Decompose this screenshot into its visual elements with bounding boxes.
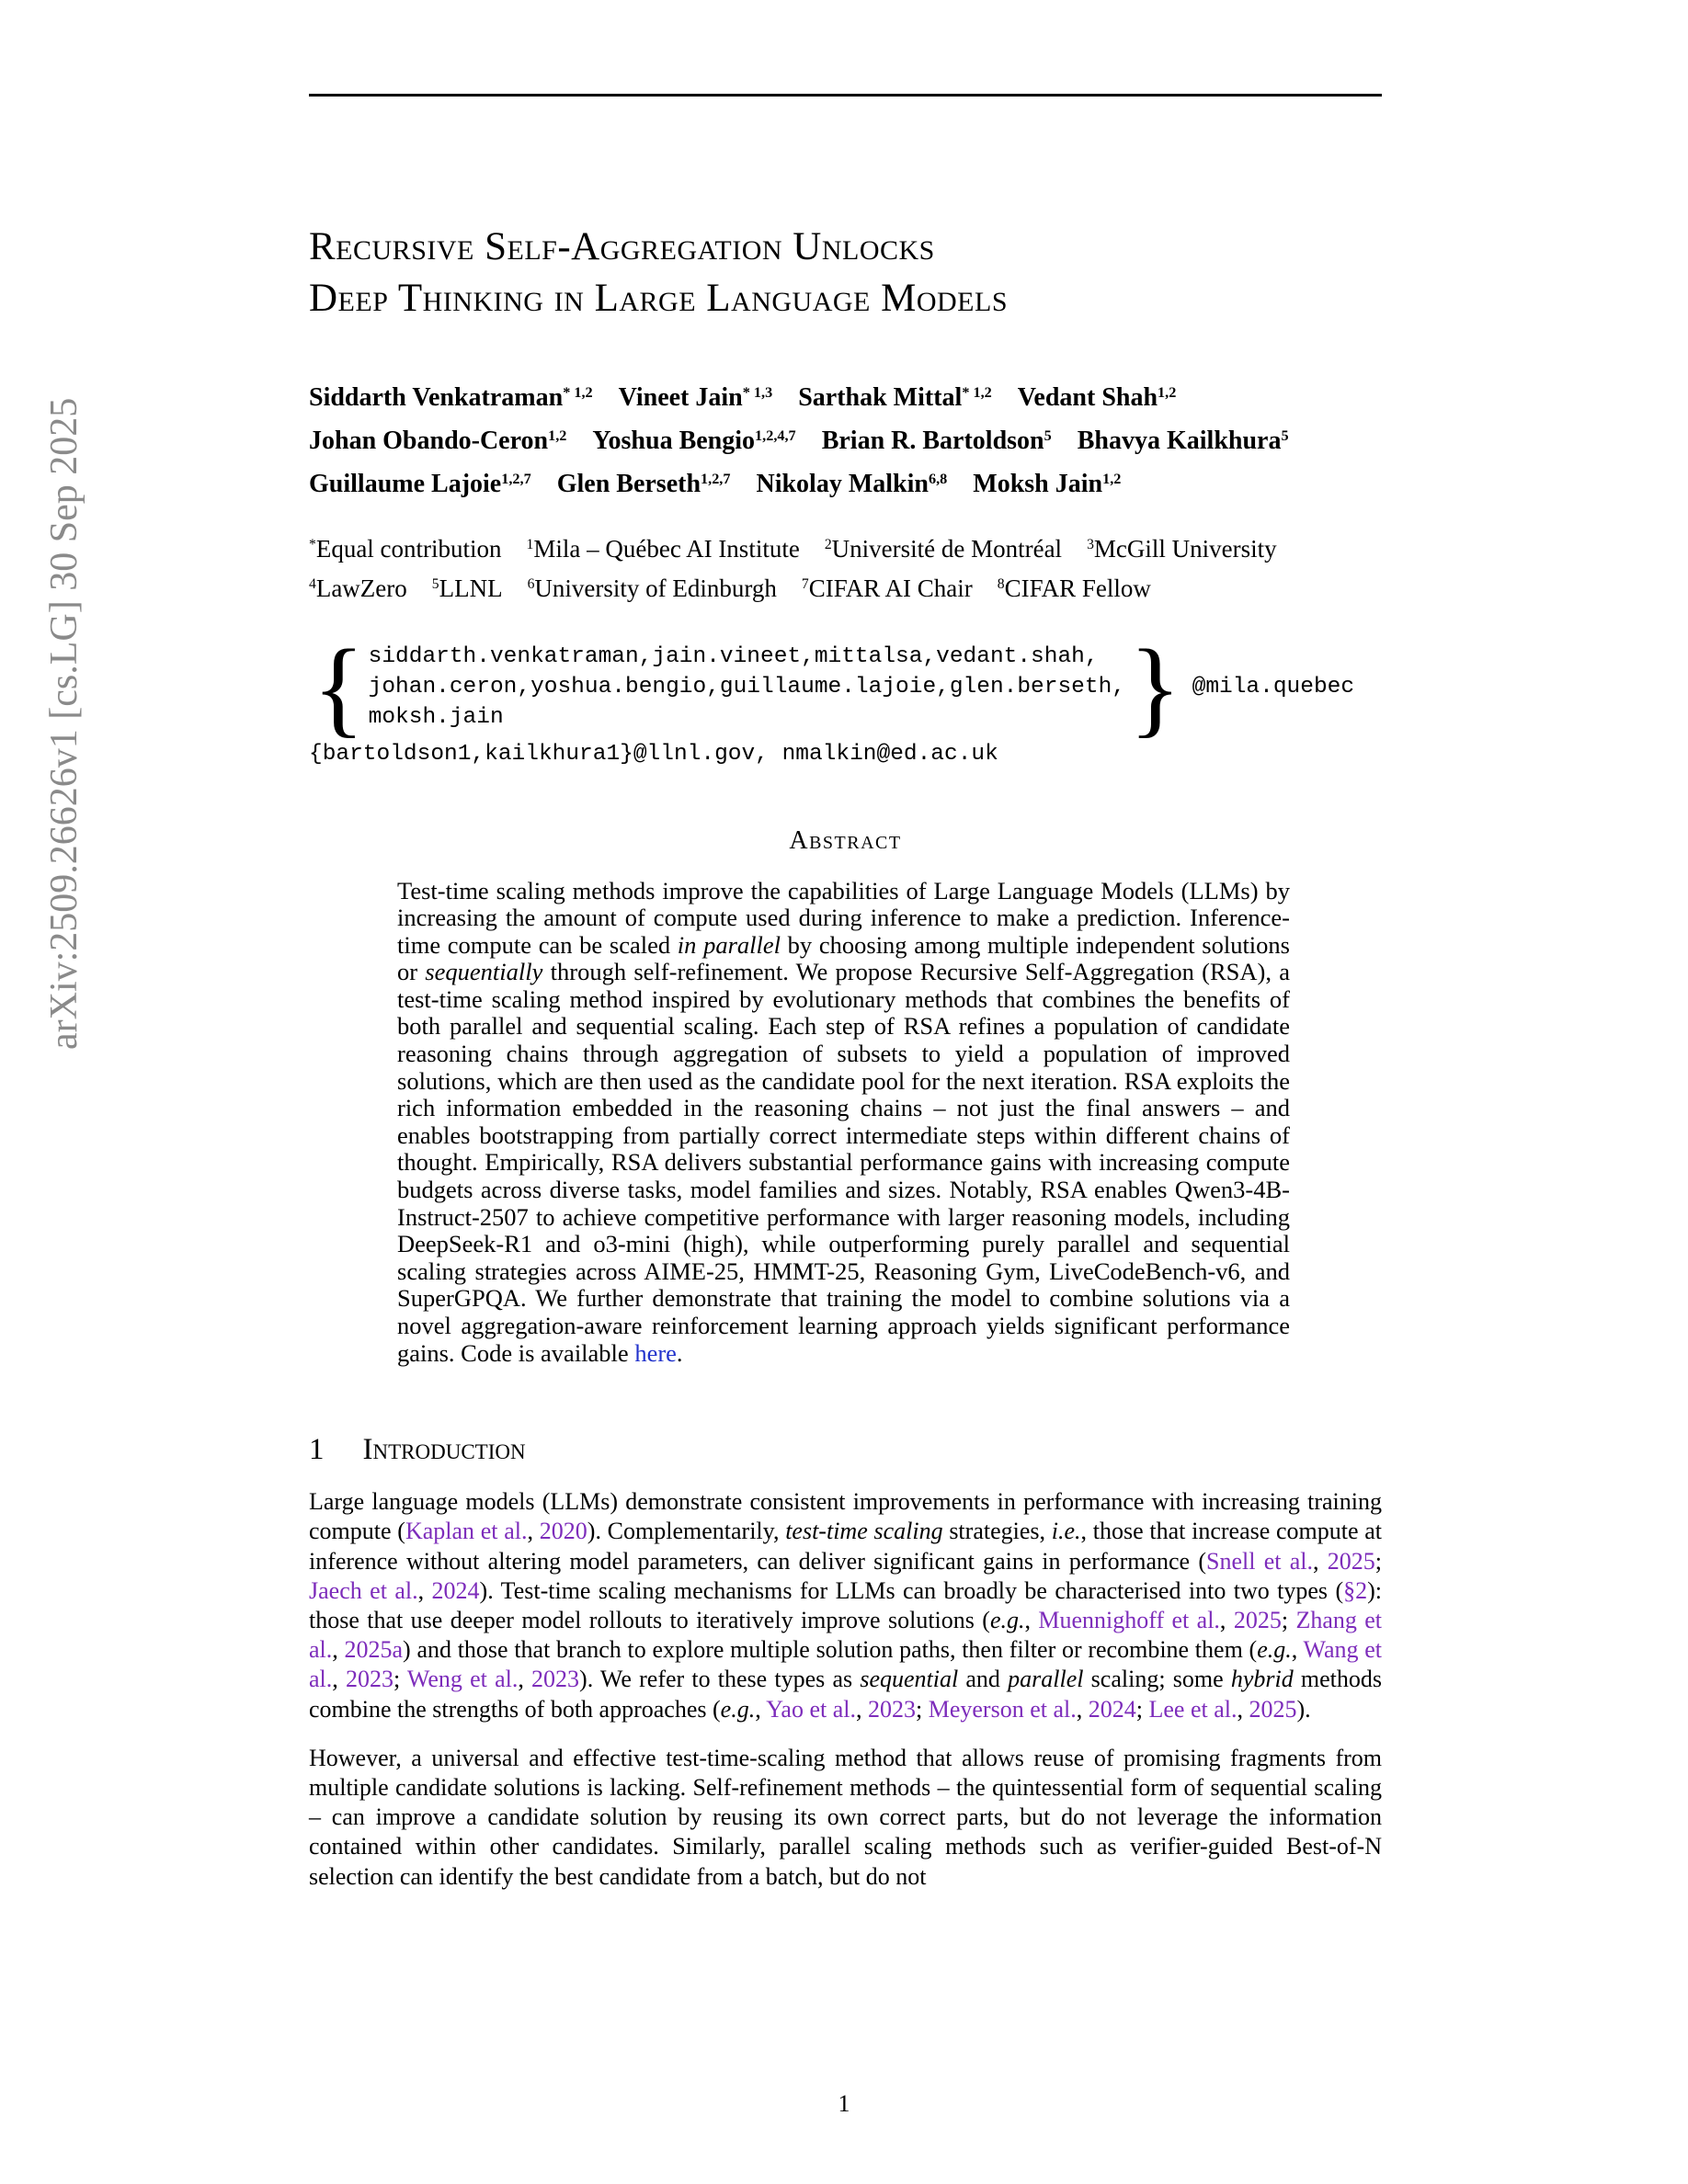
text-segment: Brian R. Bartoldson bbox=[821, 426, 1044, 455]
text-segment: , bbox=[1219, 1607, 1234, 1633]
text-segment: 1,2 bbox=[1158, 384, 1177, 402]
text-segment: e.g. bbox=[1257, 1636, 1292, 1664]
top-rule bbox=[309, 94, 1382, 97]
text-segment: , bbox=[332, 1636, 345, 1664]
text-segment: , bbox=[1291, 1636, 1304, 1664]
text-segment: Vedant Shah bbox=[1017, 382, 1158, 412]
text-segment: Equal contribution bbox=[315, 534, 502, 563]
author-line-2 bbox=[309, 421, 1382, 464]
author-line-1 bbox=[309, 378, 1382, 421]
text-segment bbox=[503, 574, 528, 602]
text-segment: methods combine the strengths of both approaches ( bbox=[309, 1666, 1383, 1723]
abstract-heading: Abstract bbox=[789, 825, 902, 855]
text-segment: * bbox=[309, 537, 316, 553]
text-segment: 1 bbox=[526, 537, 534, 553]
text-segment bbox=[1052, 427, 1078, 455]
text-segment bbox=[973, 574, 998, 602]
text-segment bbox=[796, 427, 822, 455]
text-segment bbox=[566, 427, 592, 455]
text-segment: Guillaume Lajoie bbox=[309, 469, 502, 498]
text-segment: 3 bbox=[1087, 537, 1094, 553]
text-segment: ). We refer to these types as bbox=[579, 1666, 861, 1693]
text-segment: e.g. bbox=[720, 1695, 756, 1723]
citation-link[interactable]: Wang et al. bbox=[309, 1636, 1383, 1693]
intro-paragraph-1 bbox=[309, 1487, 1382, 1724]
text-segment: i.e. bbox=[1051, 1518, 1081, 1545]
citation-link[interactable]: 2025 bbox=[1233, 1607, 1282, 1633]
paper-content bbox=[306, 94, 1382, 1892]
section-title: Introduction bbox=[362, 1433, 526, 1467]
text-segment: strategies, bbox=[942, 1518, 1052, 1545]
citation-link[interactable]: §2 bbox=[1343, 1576, 1368, 1604]
text-segment: 1,2,4,7 bbox=[755, 427, 796, 445]
text-segment bbox=[502, 535, 527, 563]
page-number: 1 bbox=[838, 2090, 850, 2117]
text-segment bbox=[1062, 535, 1087, 563]
abstract-text bbox=[397, 878, 1290, 1368]
text-segment: Siddarth Venkatraman bbox=[309, 382, 564, 412]
citation-link[interactable]: 2023 bbox=[531, 1666, 580, 1693]
text-segment: LLNL bbox=[439, 574, 503, 602]
text-segment: Bhavya Kailkhura bbox=[1077, 426, 1282, 455]
text-segment: * 1,2 bbox=[962, 384, 992, 402]
citation-link[interactable]: 2025 bbox=[1249, 1695, 1297, 1723]
text-segment: Yoshua Bengio bbox=[592, 426, 756, 455]
text-segment: * 1,3 bbox=[742, 384, 773, 402]
text-segment: 1,2,7 bbox=[701, 471, 731, 488]
text-segment: 6,8 bbox=[928, 471, 948, 488]
text-segment: 4 bbox=[309, 576, 316, 593]
citation-link[interactable]: Muennighoff et al. bbox=[1038, 1607, 1220, 1633]
text-segment: ). Test-time scaling mechanisms for LLMs can broadly be characterised into two types ( bbox=[479, 1576, 1344, 1604]
text-segment: ). bbox=[1296, 1695, 1311, 1723]
hyperlink[interactable]: here bbox=[634, 1338, 677, 1367]
citation-link[interactable]: Lee et al. bbox=[1148, 1695, 1237, 1723]
email-line-3: moksh.jain bbox=[368, 704, 504, 730]
text-segment bbox=[992, 383, 1018, 412]
citation-link[interactable]: 2024 bbox=[1088, 1695, 1136, 1723]
text-segment: 1,2 bbox=[548, 427, 567, 445]
text-segment: * 1,2 bbox=[563, 384, 593, 402]
text-segment: However, a universal and effective test-time-scaling method that allows reuse of promising fragments from multiple candidate solutions is lacking. Self-refinement methods – the quintessential form of sequential scaling – can improve a candidate solution by reusing its own correct parts, but do not leverage the information contained within other candidates. Similarly, parallel scaling methods such as verifier-guided Best-of-N selection can identify the best candidate from a batch, but do not bbox=[309, 1744, 1382, 1890]
citation-link[interactable]: 2024 bbox=[431, 1576, 480, 1604]
text-segment: ; bbox=[393, 1666, 407, 1693]
text-segment: Test-time scaling methods improve the capabilities of Large Language Models (LLMs) by increasing the amount of compute used during inference to make a prediction. Inference-time compute can be scaled bbox=[397, 876, 1290, 959]
text-segment: sequentially bbox=[425, 958, 543, 986]
text-segment: 5 bbox=[1281, 427, 1289, 445]
text-segment: Large language models (LLMs) demonstrate consistent improvements in performance with increasing training compute ( bbox=[309, 1488, 1382, 1545]
text-segment: through self-refinement. We propose Recursive Self-Aggregation (RSA), a test-time scaling method inspired by evolutionary methods that combines the benefits of both parallel and sequential scaling. Each step of RSA refines a population of candidate reasoning chains through aggregation of subsets to yield a population of improved solutions, which are then used as the candidate pool for the next iteration. RSA exploits the rich information embedded in the reasoning chains – not just the final answers – and enables bootstrapping from partially correct intermediate steps within different chains of thought. Empirically, RSA delivers substantial performance gains with increasing compute budgets across diverse tasks, model families and sizes. Notably, RSA enables Qwen3-4B-Instruct-2507 to achieve competitive performance with larger reasoning models, including DeepSeek-R1 and o3-mini (high), while outperforming purely parallel and sequential scaling strategies across AIME-25, HMMT-25, Reasoning Gym, LiveCodeBench-v6, and SuperGPQA. We further demonstrate that training the model to combine solutions via a novel aggregation-aware reinforcement learning approach yields significant performance gains. Code is available bbox=[397, 958, 1290, 1367]
citation-link[interactable]: 2023 bbox=[345, 1666, 393, 1693]
text-segment: Glen Berseth bbox=[556, 469, 701, 498]
text-segment: LawZero bbox=[315, 574, 407, 602]
text-segment: Moksh Jain bbox=[973, 469, 1103, 498]
email-lines bbox=[369, 642, 1125, 733]
text-segment: , bbox=[1237, 1695, 1249, 1723]
open-brace: { bbox=[313, 626, 365, 747]
text-segment: ; bbox=[1281, 1607, 1296, 1633]
text-segment: ): those that use deeper model rollouts to iteratively improve solutions ( bbox=[309, 1576, 1383, 1633]
text-segment: scaling; some bbox=[1083, 1666, 1231, 1693]
email-second-line: {bartoldson1,kailkhura1}@llnl.gov, nmalkin@ed.ac.uk bbox=[309, 741, 998, 767]
text-segment: , bbox=[417, 1576, 432, 1604]
text-segment: e.g. bbox=[989, 1607, 1025, 1633]
text-segment: , bbox=[332, 1666, 346, 1693]
close-brace: } bbox=[1128, 626, 1181, 747]
citation-link[interactable]: Meyerson et al. bbox=[928, 1695, 1077, 1723]
affiliation-line-2 bbox=[309, 571, 1382, 610]
text-segment: Sarthak Mittal bbox=[798, 382, 963, 412]
text-segment: CIFAR AI Chair bbox=[808, 574, 973, 602]
citation-link[interactable]: 2025 bbox=[1327, 1547, 1375, 1575]
text-segment bbox=[772, 383, 798, 412]
section-heading-introduction bbox=[309, 1431, 1382, 1468]
text-segment: Johan Obando-Ceron bbox=[309, 426, 549, 455]
text-segment: ; bbox=[916, 1695, 929, 1723]
text-segment: University of Edinburgh bbox=[534, 574, 777, 602]
text-segment: 1,2 bbox=[1102, 471, 1122, 488]
text-segment: , bbox=[1076, 1695, 1089, 1723]
text-segment bbox=[593, 383, 619, 412]
author-list bbox=[309, 378, 1382, 507]
text-segment: sequential bbox=[860, 1666, 959, 1693]
text-segment: in parallel bbox=[677, 930, 781, 959]
arxiv-watermark: arXiv:2509.26626v1 [cs.LG] 30 Sep 2025 bbox=[43, 397, 86, 1050]
text-segment: , bbox=[527, 1518, 540, 1545]
text-segment bbox=[730, 470, 756, 498]
citation-link[interactable]: Zhang et al. bbox=[309, 1607, 1383, 1664]
text-segment: and bbox=[958, 1666, 1009, 1693]
email-group bbox=[309, 626, 1382, 747]
text-segment: test-time scaling bbox=[785, 1518, 943, 1545]
citation-link[interactable]: 2025a bbox=[344, 1636, 404, 1664]
text-segment: 1,2,7 bbox=[501, 471, 531, 488]
email-line-2: johan.ceron,yoshua.bengio,guillaume.lajoie,glen.berseth, bbox=[368, 674, 1125, 700]
text-segment: ; bbox=[1374, 1547, 1382, 1575]
text-segment: McGill University bbox=[1093, 534, 1277, 563]
text-segment bbox=[800, 535, 825, 563]
email-line-1: siddarth.venkatraman,jain.vineet,mittalsa,vedant.shah, bbox=[368, 643, 1099, 669]
text-segment: ). Complementarily, bbox=[587, 1518, 786, 1545]
email-domain: @mila.quebec bbox=[1192, 674, 1355, 700]
text-segment bbox=[531, 470, 557, 498]
citation-link[interactable]: Kaplan et al. bbox=[405, 1518, 528, 1545]
text-segment bbox=[947, 470, 973, 498]
text-segment: 5 bbox=[1044, 427, 1052, 445]
text-segment: hybrid bbox=[1230, 1666, 1294, 1693]
paper-title bbox=[309, 222, 1382, 324]
title-line-2: Deep Thinking in Large Language Models bbox=[309, 276, 1008, 320]
title-line-1: Recursive Self-Aggregation Unlocks bbox=[309, 224, 935, 268]
citation-link[interactable]: 2023 bbox=[868, 1695, 916, 1723]
text-segment: , those that increase compute at inference without altering model parameters, can deliver significant gains in performance ( bbox=[309, 1518, 1383, 1575]
citation-link[interactable]: Yao et al. bbox=[766, 1695, 856, 1723]
text-segment: by choosing among multiple independent solutions or bbox=[397, 930, 1290, 986]
text-segment: 8 bbox=[997, 576, 1005, 593]
text-segment: , bbox=[755, 1695, 767, 1723]
section-number: 1 bbox=[309, 1433, 325, 1467]
text-segment: Mila – Québec AI Institute bbox=[533, 534, 800, 563]
text-segment: . bbox=[676, 1338, 683, 1367]
text-segment: CIFAR Fellow bbox=[1004, 574, 1151, 602]
text-segment: , bbox=[1313, 1547, 1328, 1575]
text-segment: ; bbox=[1135, 1695, 1149, 1723]
affiliation-line-1 bbox=[309, 531, 1382, 571]
citation-link[interactable]: Snell et al. bbox=[1206, 1547, 1313, 1575]
text-segment: Nikolay Malkin bbox=[756, 469, 929, 498]
text-segment bbox=[777, 574, 802, 602]
text-segment: ) and those that branch to explore multiple solution paths, then filter or recombine them ( bbox=[403, 1636, 1258, 1664]
text-segment: 2 bbox=[824, 537, 832, 553]
text-segment: parallel bbox=[1008, 1666, 1084, 1693]
citation-link[interactable]: 2020 bbox=[539, 1518, 587, 1545]
text-segment bbox=[407, 574, 432, 602]
text-segment: Vineet Jain bbox=[618, 382, 743, 412]
author-line-3 bbox=[309, 464, 1382, 507]
email-block bbox=[309, 626, 1382, 769]
text-segment: , bbox=[1024, 1607, 1039, 1633]
text-segment: Université de Montréal bbox=[831, 534, 1063, 563]
text-segment: 7 bbox=[801, 576, 809, 593]
citation-link[interactable]: Weng et al. bbox=[406, 1666, 519, 1693]
affiliations bbox=[309, 531, 1382, 610]
text-segment: , bbox=[856, 1695, 868, 1723]
text-segment: , bbox=[518, 1666, 532, 1693]
citation-link[interactable]: Jaech et al. bbox=[309, 1576, 418, 1604]
text-segment: 5 bbox=[431, 576, 439, 593]
text-segment: 6 bbox=[527, 576, 535, 593]
intro-paragraph-2 bbox=[309, 1744, 1382, 1892]
